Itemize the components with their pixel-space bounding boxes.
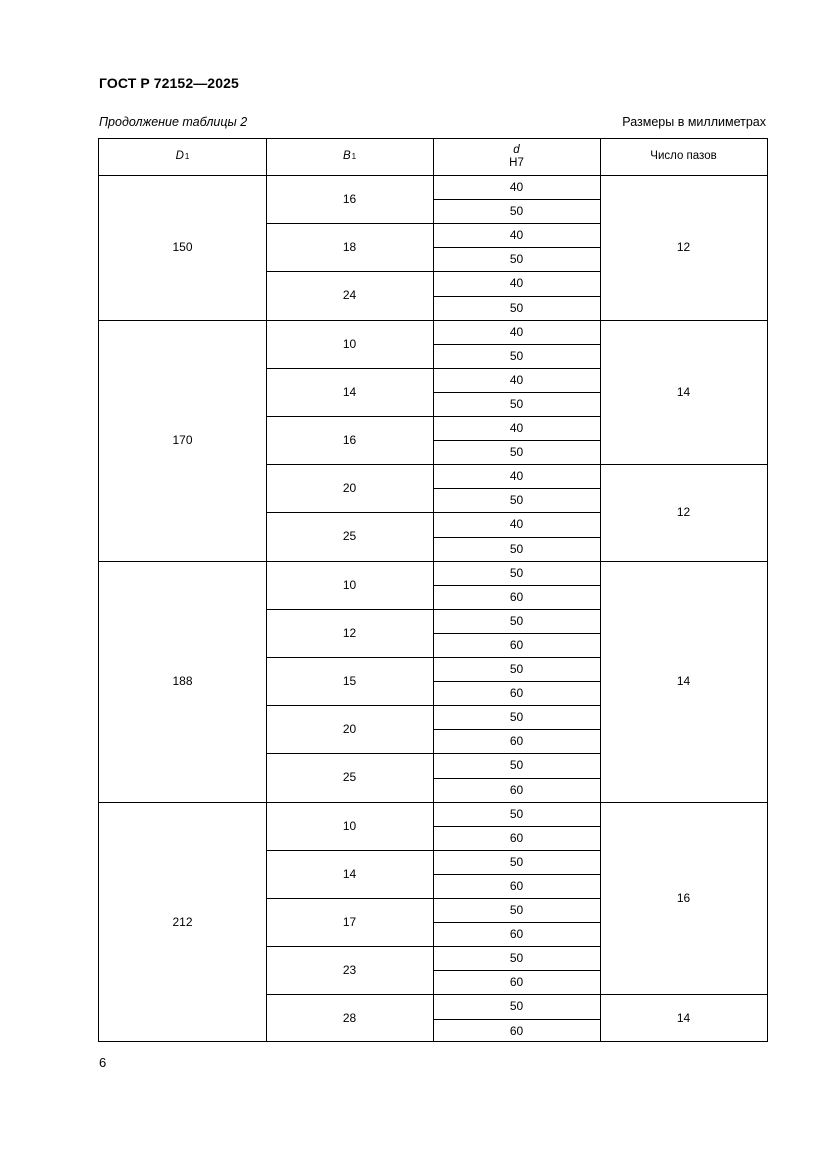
standard-title: ГОСТ Р 72152—2025: [99, 75, 239, 91]
row-divider: [433, 826, 600, 827]
row-divider: [433, 633, 600, 634]
row-divider: [266, 512, 600, 513]
cell-d: 50: [509, 541, 524, 556]
row-divider: [433, 537, 600, 538]
row-divider: [433, 247, 600, 248]
row-divider: [266, 657, 600, 658]
cell-d: 50: [509, 300, 524, 315]
cell-D1: 150: [172, 240, 193, 255]
cell-slot-count: 14: [676, 384, 691, 399]
cell-d: 50: [509, 445, 524, 460]
cell-slot-count: 14: [676, 1011, 691, 1026]
row-divider: [433, 344, 600, 345]
row-divider: [433, 778, 600, 779]
cell-d: 50: [509, 396, 524, 411]
cell-d: 50: [509, 999, 524, 1014]
cell-B1: 12: [342, 625, 357, 640]
row-divider: [266, 368, 600, 369]
cell-D1: 188: [172, 674, 193, 689]
row-divider: [266, 416, 600, 417]
header-D1: D 1: [175, 150, 190, 163]
cell-d: 50: [509, 613, 524, 628]
cell-D1: 170: [172, 433, 193, 448]
row-divider: [433, 440, 600, 441]
table-continuation-label: Продолжение таблицы 2: [99, 115, 248, 129]
cell-B1: 17: [342, 915, 357, 930]
cell-B1: 10: [342, 818, 357, 833]
page-number: 6: [99, 1055, 107, 1070]
header-d: d H7: [509, 143, 524, 169]
row-divider: [266, 994, 600, 995]
group-divider: [99, 802, 767, 803]
cell-B1: 10: [342, 577, 357, 592]
cell-d: 60: [509, 686, 524, 701]
row-divider: [433, 874, 600, 875]
row-divider: [266, 753, 600, 754]
cell-d: 60: [509, 1023, 524, 1038]
cell-B1: 16: [342, 433, 357, 448]
cell-B1: 14: [342, 384, 357, 399]
row-divider: [433, 585, 600, 586]
cell-B1: 10: [342, 336, 357, 351]
row-divider: [433, 970, 600, 971]
cell-d: 40: [509, 276, 524, 291]
cell-slot-count: 12: [676, 240, 691, 255]
cell-d: 40: [509, 469, 524, 484]
row-divider: [433, 392, 600, 393]
cell-d: 50: [509, 951, 524, 966]
cell-d: 40: [509, 421, 524, 436]
group-divider: [99, 320, 767, 321]
cell-d: 40: [509, 324, 524, 339]
cell-d: 60: [509, 878, 524, 893]
header-slot-count: Число пазов: [650, 150, 717, 163]
cell-d: 50: [509, 710, 524, 725]
cell-B1: 20: [342, 481, 357, 496]
cell-d: 50: [509, 204, 524, 219]
row-divider: [266, 946, 600, 947]
cell-d: 60: [509, 734, 524, 749]
cell-D1: 212: [172, 915, 193, 930]
row-divider: [433, 729, 600, 730]
cell-slot-count: 16: [676, 890, 691, 905]
row-divider: [266, 271, 600, 272]
cell-d: 40: [509, 372, 524, 387]
row-divider: [600, 464, 767, 465]
cell-B1: 24: [342, 288, 357, 303]
units-label: Размеры в миллиметрах: [622, 115, 766, 129]
cell-slot-count: 12: [676, 505, 691, 520]
row-divider: [433, 922, 600, 923]
cell-d: 60: [509, 782, 524, 797]
cell-d: 60: [509, 927, 524, 942]
cell-d: 40: [509, 180, 524, 195]
dimensions-table: [98, 138, 768, 1042]
row-divider: [266, 464, 600, 465]
cell-slot-count: 14: [676, 674, 691, 689]
cell-d: 50: [509, 565, 524, 580]
row-divider: [433, 681, 600, 682]
row-divider: [433, 296, 600, 297]
cell-d: 50: [509, 493, 524, 508]
row-divider: [433, 1019, 600, 1020]
cell-d: 60: [509, 830, 524, 845]
cell-B1: 14: [342, 866, 357, 881]
row-divider: [266, 609, 600, 610]
cell-d: 40: [509, 517, 524, 532]
row-divider: [266, 850, 600, 851]
row-divider: [266, 898, 600, 899]
cell-B1: 28: [342, 1011, 357, 1026]
cell-B1: 16: [342, 192, 357, 207]
cell-d: 60: [509, 637, 524, 652]
cell-d: 50: [509, 854, 524, 869]
cell-d: 50: [509, 252, 524, 267]
header-B1: B 1: [342, 150, 357, 163]
cell-d: 50: [509, 806, 524, 821]
cell-B1: 18: [342, 240, 357, 255]
cell-B1: 25: [342, 770, 357, 785]
cell-B1: 20: [342, 722, 357, 737]
row-divider: [266, 705, 600, 706]
cell-d: 50: [509, 662, 524, 677]
row-divider: [266, 223, 600, 224]
row-divider: [433, 199, 600, 200]
cell-d: 60: [509, 975, 524, 990]
cell-d: 50: [509, 348, 524, 363]
cell-d: 50: [509, 903, 524, 918]
cell-d: 50: [509, 758, 524, 773]
cell-d: 60: [509, 589, 524, 604]
cell-B1: 15: [342, 674, 357, 689]
cell-B1: 23: [342, 963, 357, 978]
row-divider: [600, 994, 767, 995]
group-divider: [99, 561, 767, 562]
cell-d: 40: [509, 228, 524, 243]
row-divider: [433, 488, 600, 489]
cell-B1: 25: [342, 529, 357, 544]
